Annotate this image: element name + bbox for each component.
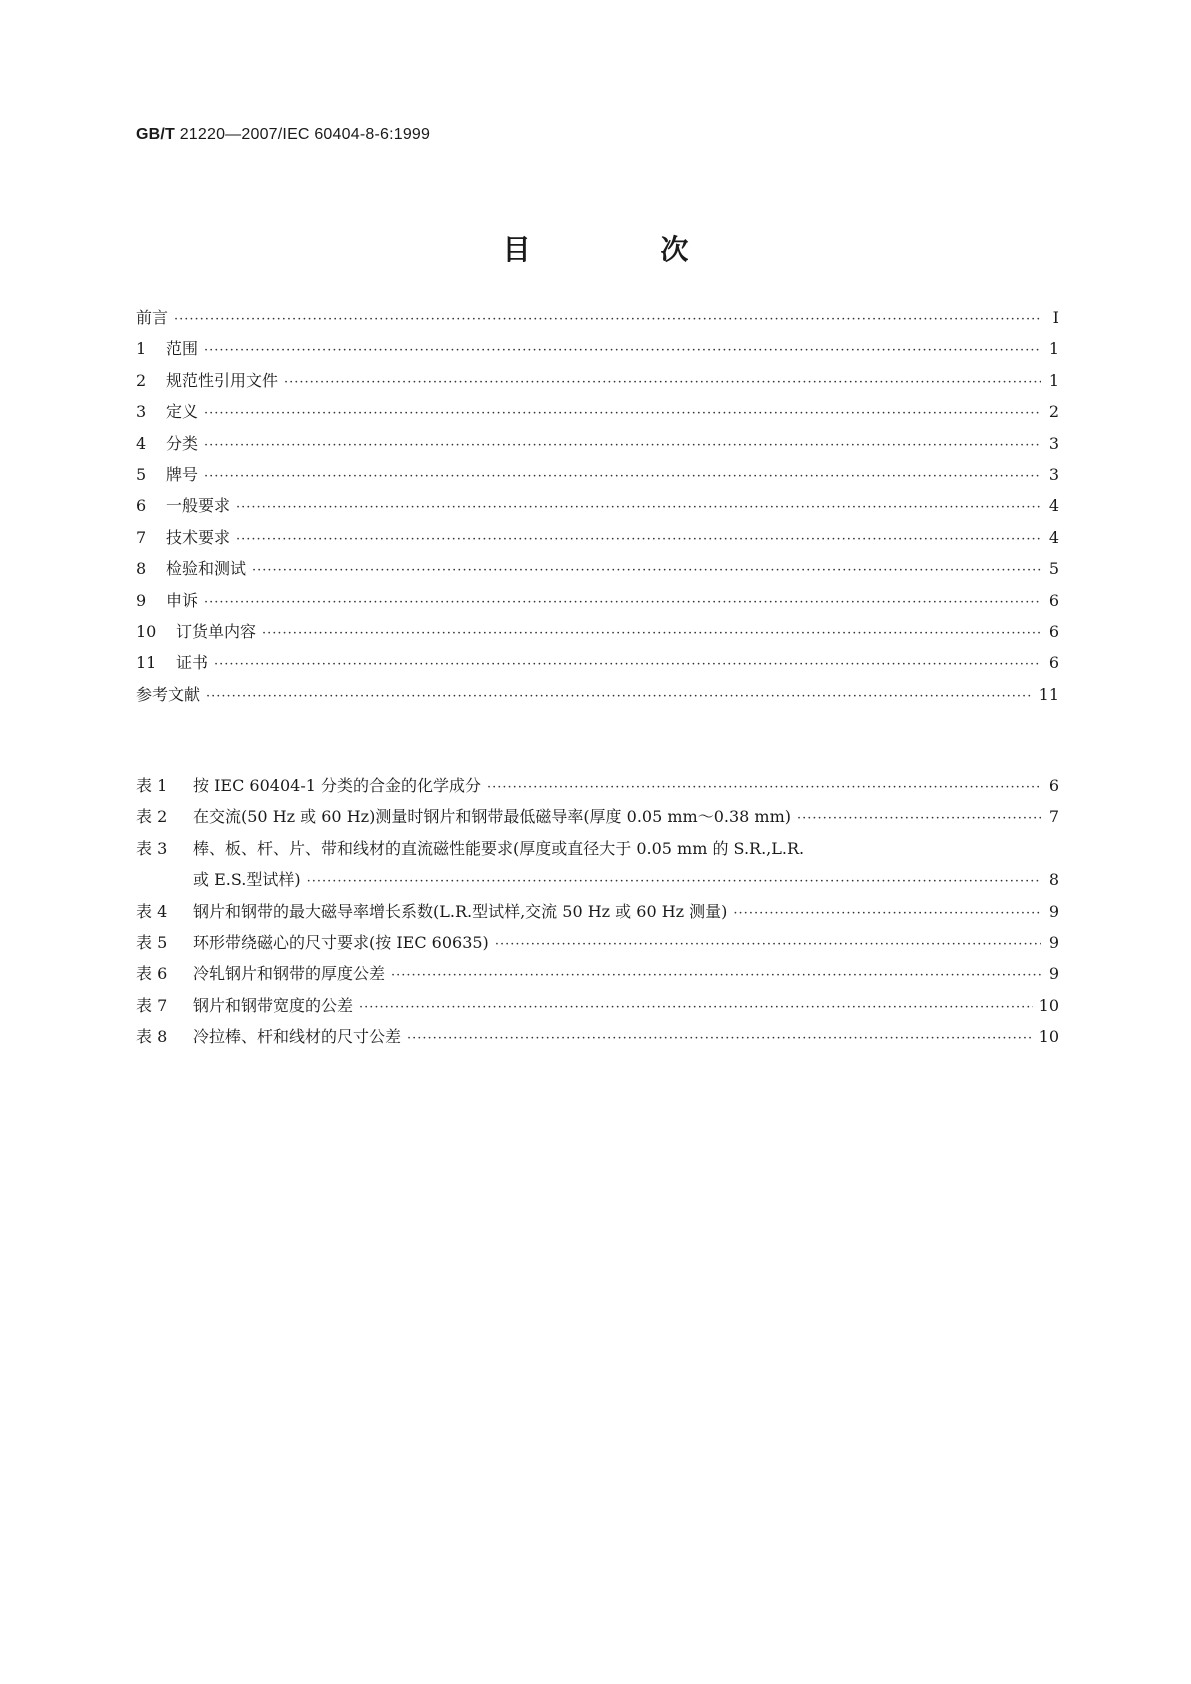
toc-table-number: 表 4 xyxy=(136,901,168,921)
toc-table-7[interactable] xyxy=(136,990,1059,1021)
dot-leader xyxy=(797,803,1041,834)
toc-entry-number: 4 xyxy=(136,433,147,453)
dot-leader xyxy=(204,335,1041,366)
toc-table-page: 8 xyxy=(1048,870,1059,890)
toc-table-number: 表 1 xyxy=(136,776,168,795)
dot-leader xyxy=(487,772,1041,803)
toc-entry-page: 5 xyxy=(1048,559,1059,579)
toc-entry-1[interactable] xyxy=(136,333,1059,364)
toc-entry-label: 一般要求 xyxy=(166,496,231,516)
toc-tables xyxy=(136,770,1059,1053)
toc-table-page: 10 xyxy=(1038,1027,1059,1047)
toc-table-number: 表 6 xyxy=(136,964,168,984)
dot-leader xyxy=(359,992,1033,1023)
dot-leader xyxy=(204,461,1041,492)
toc-table-number: 表 5 xyxy=(136,932,168,952)
toc-table-label: 冷轧钢片和钢带的厚度公差 xyxy=(193,964,386,984)
document-code xyxy=(136,126,430,144)
toc-table-page: 10 xyxy=(1038,995,1059,1015)
toc-entry-page: 3 xyxy=(1048,433,1059,453)
dot-leader xyxy=(495,929,1041,960)
toc-entry-number: 11 xyxy=(136,653,157,673)
toc-entry-page: 4 xyxy=(1048,527,1059,547)
toc-entry-number: 6 xyxy=(136,496,147,516)
toc-table-number: 表 3 xyxy=(136,838,168,858)
toc-table-8[interactable] xyxy=(136,1021,1059,1052)
toc-entry-page: 1 xyxy=(1048,370,1059,390)
dot-leader xyxy=(214,649,1041,680)
toc-table-label: 钢片和钢带的最大磁导率增长系数(L.R.型试样,交流 50 Hz 或 60 Hz 测量) xyxy=(193,901,728,921)
toc-entry-page: 11 xyxy=(1038,684,1059,704)
toc-table-page: 6 xyxy=(1048,776,1059,795)
dot-leader xyxy=(262,618,1041,649)
toc-table-label: 冷拉棒、杆和线材的尺寸公差 xyxy=(193,1027,402,1047)
dot-leader xyxy=(252,555,1041,586)
toc-entry-page: 6 xyxy=(1048,590,1059,610)
toc-entry-label: 证书 xyxy=(176,653,209,673)
toc-entry-page: 6 xyxy=(1048,653,1059,673)
toc-entry-8[interactable] xyxy=(136,553,1059,584)
toc-entry-number: 2 xyxy=(136,370,147,390)
toc-entry-label: 订货单内容 xyxy=(176,621,257,641)
toc-entry-9[interactable] xyxy=(136,585,1059,616)
toc-table-6[interactable] xyxy=(136,958,1059,989)
toc-entry-number: 3 xyxy=(136,402,147,422)
toc-entry-label: 分类 xyxy=(166,433,199,453)
toc-entry-number: 5 xyxy=(136,464,147,484)
toc-entry-number: 9 xyxy=(136,590,147,610)
dot-leader xyxy=(733,898,1041,929)
toc-entry-label: 规范性引用文件 xyxy=(166,370,279,390)
dot-leader xyxy=(204,398,1041,429)
toc-entry-10[interactable] xyxy=(136,616,1059,647)
toc-entry-number: 7 xyxy=(136,527,147,547)
toc-table-2[interactable] xyxy=(136,801,1059,832)
toc-entry-bibliography[interactable] xyxy=(136,679,1059,710)
toc-table-number: 表 7 xyxy=(136,995,168,1015)
toc-entry-label: 参考文献 xyxy=(136,684,201,704)
toc-table-5[interactable] xyxy=(136,927,1059,958)
toc-entry-label: 牌号 xyxy=(166,464,199,484)
toc-entry-page: Ⅰ xyxy=(1052,308,1059,327)
toc-entry-11[interactable] xyxy=(136,647,1059,678)
toc-entry-5[interactable] xyxy=(136,459,1059,490)
dot-leader xyxy=(307,866,1041,897)
toc-clauses xyxy=(136,302,1059,710)
dot-leader xyxy=(204,587,1041,618)
toc-entry-page: 2 xyxy=(1048,402,1059,422)
document-code-prefix: GB/T xyxy=(136,126,176,143)
toc-entry-page: 4 xyxy=(1048,496,1059,516)
toc-entry-label: 前言 xyxy=(136,308,169,327)
dot-leader xyxy=(236,492,1041,523)
toc-table-4[interactable] xyxy=(136,896,1059,927)
toc-entry-page: 3 xyxy=(1048,464,1059,484)
toc-table-label: 棒、板、杆、片、带和线材的直流磁性能要求(厚度或直径大于 0.05 mm 的 S.R.,L.R. xyxy=(193,838,805,858)
toc-table-page: 9 xyxy=(1048,964,1059,984)
toc-entry-label: 申诉 xyxy=(166,590,199,610)
toc-entry-label: 范围 xyxy=(166,339,199,359)
dot-leader xyxy=(407,1023,1033,1054)
toc-entry-number: 1 xyxy=(136,339,147,359)
toc-table-label: 钢片和钢带宽度的公差 xyxy=(193,995,354,1015)
toc-table-3-continuation[interactable] xyxy=(136,864,1059,895)
document-code-number: 21220—2007/IEC 60404-8-6:1999 xyxy=(179,126,431,143)
dot-leader xyxy=(284,367,1041,398)
toc-entry-foreword[interactable] xyxy=(136,302,1059,333)
toc-entry-page: 1 xyxy=(1048,339,1059,359)
toc-table-page: 9 xyxy=(1048,932,1059,952)
toc-entry-label: 检验和测试 xyxy=(166,559,247,579)
toc-entry-page: 6 xyxy=(1048,621,1059,641)
toc-table-label: 环形带绕磁心的尺寸要求(按 IEC 60635) xyxy=(193,932,489,952)
toc-entry-6[interactable] xyxy=(136,490,1059,521)
toc-table-number: 表 2 xyxy=(136,807,168,827)
toc-entry-label: 技术要求 xyxy=(166,527,231,547)
toc-title: 目 次 xyxy=(502,233,749,266)
toc-entry-3[interactable] xyxy=(136,396,1059,427)
toc-entry-7[interactable] xyxy=(136,522,1059,553)
dot-leader xyxy=(206,681,1033,712)
toc-table-number: 表 8 xyxy=(136,1027,168,1047)
toc-table-label: 按 IEC 60404-1 分类的合金的化学成分 xyxy=(193,776,481,795)
toc-table-3[interactable] xyxy=(136,833,1059,864)
toc-table-page: 7 xyxy=(1048,807,1059,827)
toc-entry-number: 10 xyxy=(136,621,157,641)
toc-table-label-continuation: 或 E.S.型试样) xyxy=(193,870,301,890)
toc-entry-number: 8 xyxy=(136,559,147,579)
toc-entry-label: 定义 xyxy=(166,402,199,422)
toc-table-page: 9 xyxy=(1048,901,1059,921)
dot-leader xyxy=(174,304,1041,335)
toc-entry-4[interactable] xyxy=(136,428,1059,459)
toc-table-1[interactable] xyxy=(136,770,1059,801)
toc-entry-2[interactable] xyxy=(136,365,1059,396)
toc-table-label: 在交流(50 Hz 或 60 Hz)测量时钢片和钢带最低磁导率(厚度 0.05 mm～0.38 mm) xyxy=(193,807,791,827)
dot-leader xyxy=(236,524,1041,555)
dot-leader xyxy=(391,960,1041,991)
dot-leader xyxy=(204,430,1041,461)
